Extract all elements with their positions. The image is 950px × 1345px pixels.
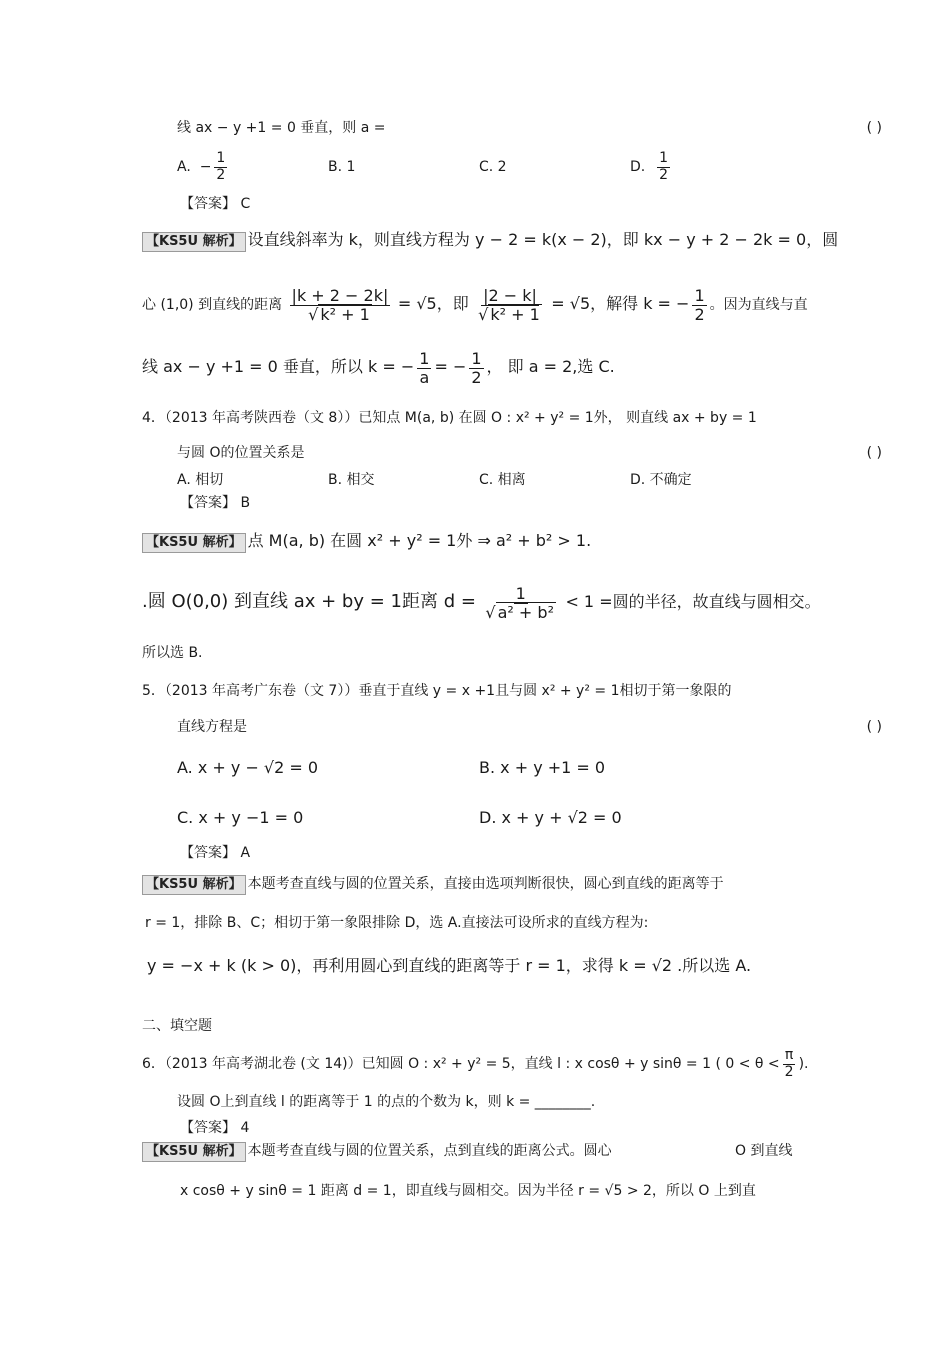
q4-option-a: A. 相切 bbox=[177, 472, 224, 488]
q3-option-b: B. 1 bbox=[328, 159, 356, 175]
section-heading: 二、填空题 bbox=[142, 1018, 212, 1034]
q3-explanation-line2: 心 (1,0) 到直线的距离 $\frac{|k + 2 - 2k|}{\text{√ k² + 1}}$ = √5，即 $\frac{|2 - k|}{\text{√ k² + 1}}$ = √5，解得 k = − $\frac{1}{2}$ 。因为直线与直 bbox=[142, 285, 808, 324]
q5-answer: 【答案】 A bbox=[180, 845, 251, 861]
q5-option-c: C. x + y −1 = 0 bbox=[177, 808, 304, 827]
q4-answer: 【答案】 B bbox=[180, 495, 251, 511]
q5-stem-line1: 5．（2013 年高考广东卷（文 7））垂直于直线 y = x +1且与圆 x² + y² = 1相切于第一象限的 bbox=[142, 683, 732, 699]
q4-stem-line1: 4．（2013 年高考陕西卷（文 8））已知点 M(a, b) 在圆 O : x² + y² = 1外， 则直线 ax + by = 1 bbox=[142, 410, 757, 426]
q4-explanation-line1: 【KS5U 解析】 点 M(a, b) 在圆 x² + y² = 1外 ⇒ a² + b² > 1. bbox=[142, 531, 591, 553]
ks5u-badge: 【KS5U 解析】 bbox=[142, 533, 246, 553]
q4-option-d: D. 不确定 bbox=[630, 472, 692, 488]
q3-answer: 【答案】 C bbox=[180, 196, 251, 212]
q4-stem-line2: 与圆 O的位置关系是 bbox=[177, 445, 305, 461]
q5-stem-line2: 直线方程是 bbox=[177, 719, 247, 735]
q3-option-d: D. $\frac{1}{2}$ bbox=[630, 150, 669, 183]
q5-explanation-line3: y = −x + k (k > 0)，再利用圆心到直线的距离等于 r = 1，求得 k = √2 .所以选 A. bbox=[147, 956, 752, 975]
ks5u-badge: 【KS5U 解析】 bbox=[142, 875, 246, 895]
q3-explanation-line3: 线 ax − y +1 = 0 垂直，所以 k = − $\frac{1}{a}$ = − $\frac{1}{2}$ ， 即 a = 2,选 C. bbox=[142, 348, 615, 387]
q3-answer-paren: ( ) bbox=[866, 120, 882, 136]
q4-explanation-line3: 所以选 B. bbox=[142, 645, 203, 661]
q4-option-b: B. 相交 bbox=[328, 472, 375, 488]
q5-explanation-line2: r = 1，排除 B、C；相切于第一象限排除 D，选 A.直接法可设所求的直线方程为: bbox=[145, 915, 649, 931]
q4-explanation-line2: .圆 O(0,0) 到直线 ax + by = 1距离 d = $\frac{1}{\text{√ a² + b²}}$ < 1 =圆的半径，故直线与圆相交。 bbox=[142, 583, 821, 622]
q6-explanation-line2: x cosθ + y sinθ = 1 距离 d = 1，即直线与圆相交。因为半径 r = √5 > 2，所以 O 上到直 bbox=[180, 1183, 756, 1199]
q3-option-c: C. 2 bbox=[479, 159, 507, 175]
q4-option-c: C. 相离 bbox=[479, 472, 526, 488]
q6-explanation-line1: 【KS5U 解析】 本题考查直线与圆的位置关系，点到直线的距离公式。圆心 bbox=[142, 1141, 612, 1162]
q5-option-a: A. x + y − √2 = 0 bbox=[177, 758, 319, 777]
q5-option-d: D. x + y + √2 = 0 bbox=[479, 808, 622, 827]
q3-explanation-line1: 【KS5U 解析】 设直线斜率为 k，则直线方程为 y − 2 = k(x − 2)，即 kx − y + 2 − 2k = 0，圆 bbox=[142, 230, 838, 252]
q6-stem-line1: 6．（2013 年高考湖北卷 (文 14)）已知圆 O : x² + y² = 5，直线 l : x cosθ + y sinθ = 1 ( 0 < θ < $\frac{\pi}{2}$ ). bbox=[142, 1047, 809, 1080]
q5-explanation-line1: 【KS5U 解析】 本题考查直线与圆的位置关系，直接由选项判断很快，圆心到直线的距离等于 bbox=[142, 874, 724, 895]
q3-stem-line: 线 ax − y +1 = 0 垂直，则 a = bbox=[177, 120, 386, 136]
q6-stem-line2: 设圆 O上到直线 l 的距离等于 1 的点的个数为 k，则 k = ________. bbox=[177, 1094, 596, 1110]
q4-answer-paren: ( ) bbox=[866, 445, 882, 461]
q6-explanation-line1-tail: O 到直线 bbox=[735, 1143, 793, 1159]
q6-answer: 【答案】 4 bbox=[180, 1120, 250, 1136]
q5-answer-paren: ( ) bbox=[866, 719, 882, 735]
q3-option-a: A. − $\frac{1}{2}$ bbox=[177, 150, 226, 183]
ks5u-badge: 【KS5U 解析】 bbox=[142, 1142, 246, 1162]
q5-option-b: B. x + y +1 = 0 bbox=[479, 758, 606, 777]
ks5u-badge: 【KS5U 解析】 bbox=[142, 232, 246, 252]
